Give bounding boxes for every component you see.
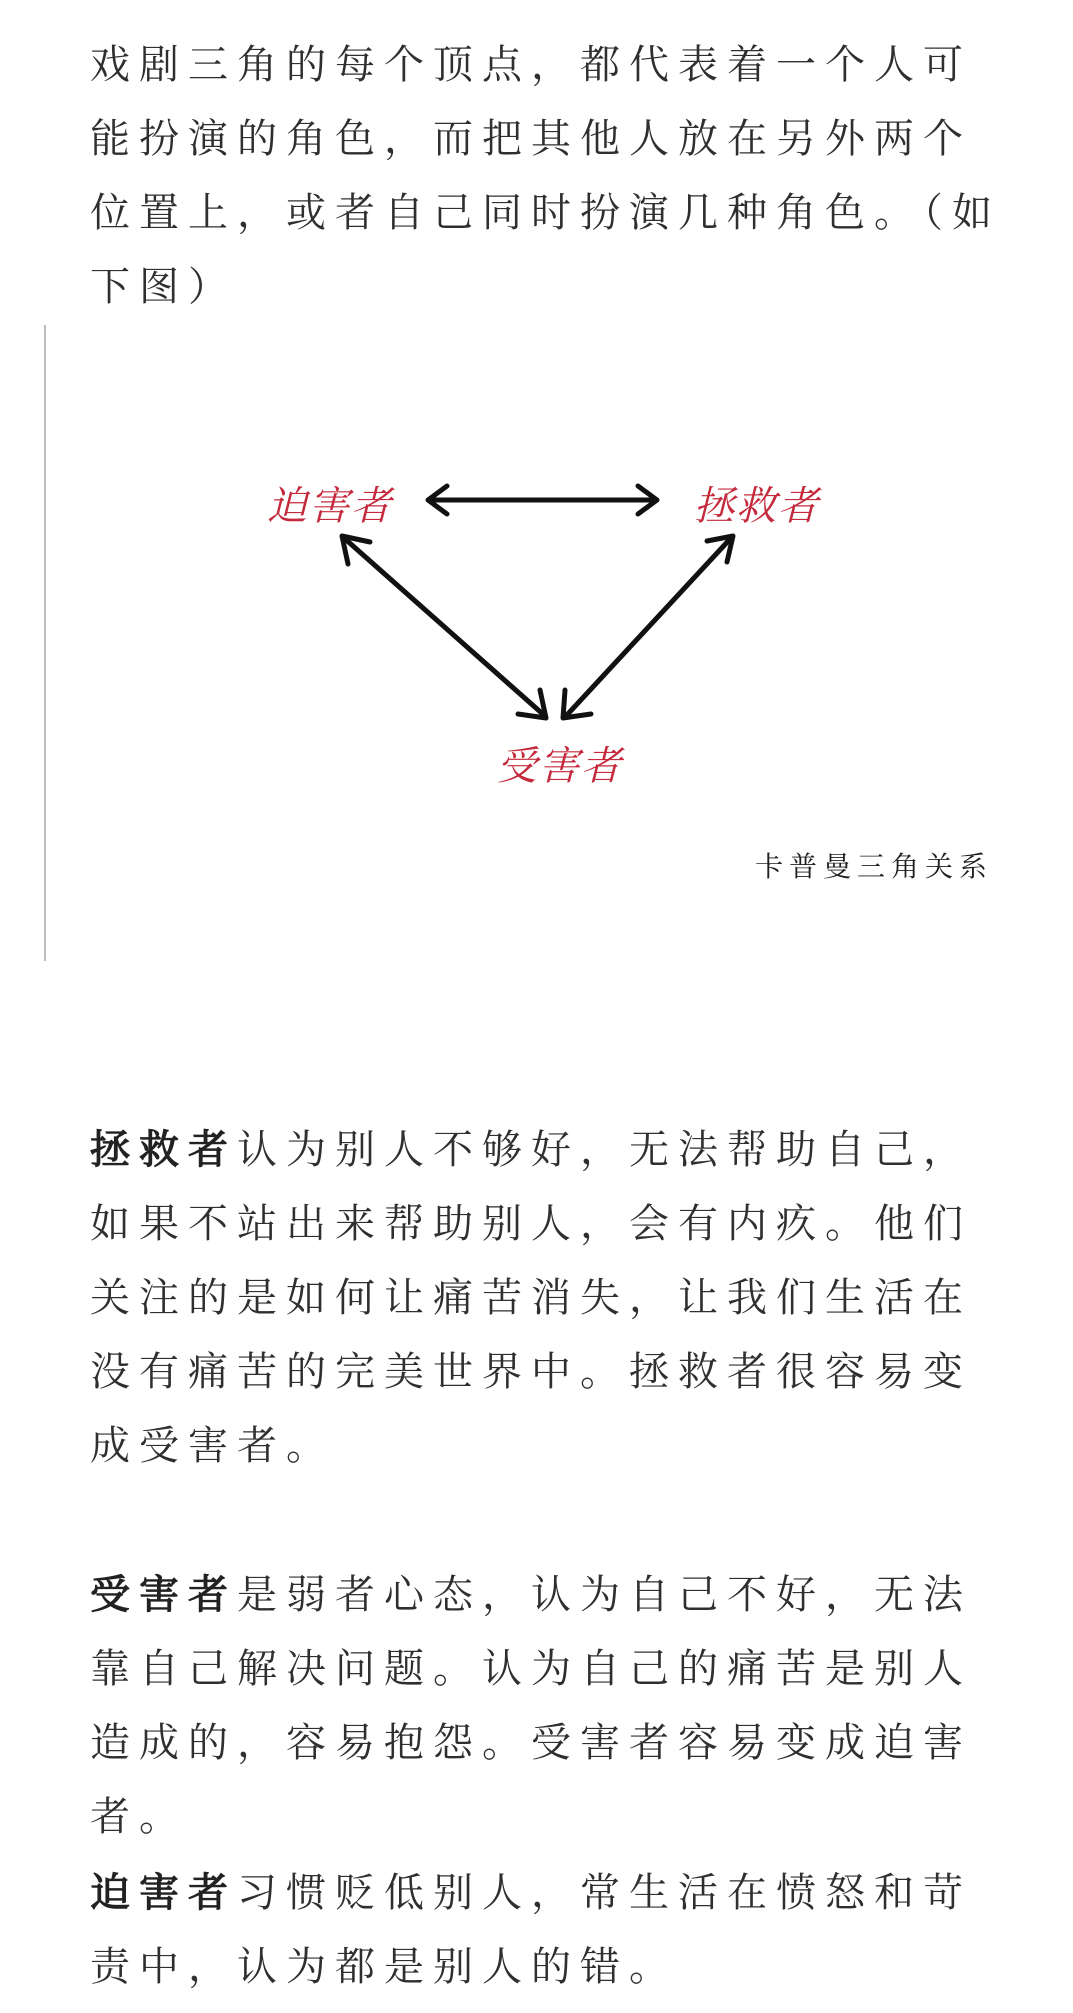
persecutor-term: 迫害者: [90, 1870, 237, 1916]
node-rescuer-label: 拯救者: [694, 483, 820, 530]
rescuer-description: 认为别人不够好，无法帮助自己，如果不站出来帮助别人，会有内疚。他们关注的是如何让痛苦消失，让我们生活在没有痛苦的完美世界中。拯救者很容易变成受害者。: [90, 1127, 972, 1469]
arrow-rescuer-victim: [563, 536, 733, 718]
victim-description: 是弱者心态，认为自己不好，无法靠自己解决问题。认为自己的痛苦是别人造成的，容易抱怨。受害者容易变成迫害者。: [90, 1572, 972, 1840]
rescuer-term: 拯救者: [90, 1127, 237, 1173]
persecutor-description: 习惯贬低别人，常生活在愤怒和苛责中，认为都是别人的错。: [90, 1870, 972, 1990]
victim-paragraph: [90, 1558, 1002, 1854]
intro-text: 戏剧三角的每个顶点，都代表着一个人可能扮演的角色，而把其他人放在另外两个位置上，或者自己同时扮演几种角色。（如下图）: [90, 42, 1001, 310]
node-persecutor-label: 迫害者: [267, 483, 393, 530]
rescuer-paragraph: [90, 1113, 1002, 1483]
node-victim-label: 受害者: [497, 743, 623, 790]
persecutor-paragraph: [90, 1856, 1002, 2004]
figure-caption: 卡普曼三角关系: [755, 850, 994, 883]
arrow-persecutor-victim: [342, 536, 546, 718]
arrow-persecutor-rescuer: [428, 486, 657, 514]
victim-term: 受害者: [90, 1572, 237, 1618]
